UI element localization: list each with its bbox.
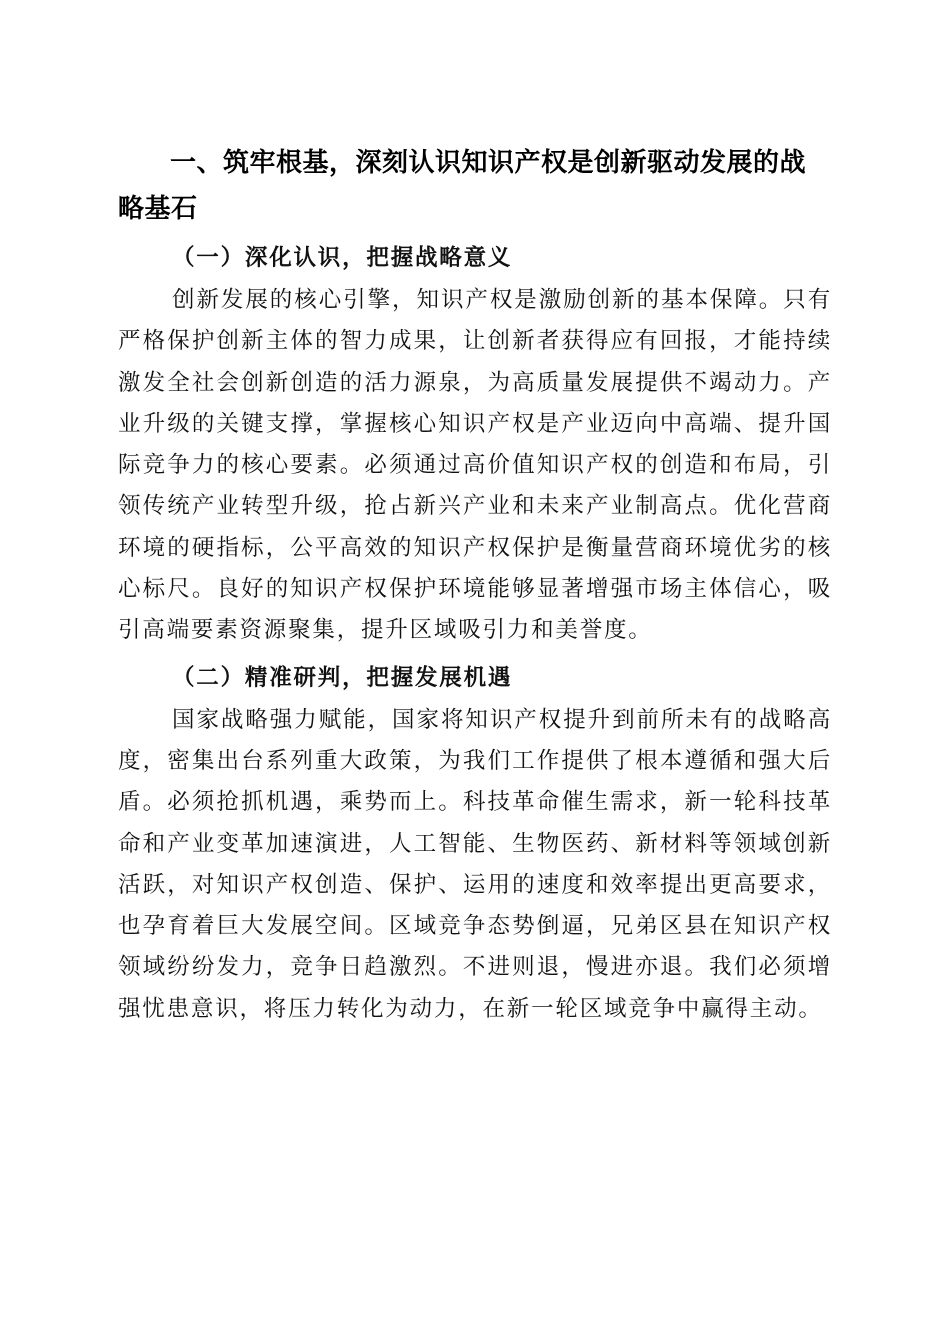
subsection-heading-1: （一）深化认识，把握战略意义 [172,245,513,271]
body-paragraph-1: 创新发展的核心引擎，知识产权是激励创新的基本保障。只有严格保护创新主体的智力成果，让创新者获得应有回报，才能持续激发全社会创新创造的活力源泉，为高质量发展提供不竭动力。产业升级的关键支撑，掌握核心知识产权是产业迈向中高端、提升国际竞争力的核心要素。必须通过高价值知识产权的创造和布局，引领传统产业转型升级，抢占新兴产业和未来产业制高点。优化营商环境的硬指标，公平高效的知识产权保护是衡量营商环境优劣的核心标尺。良好的知识产权保护环境能够显著增强市场主体信心，吸引高端要素资源聚集，提升区域吸引力和美誉度。 [118,287,832,644]
subsection-heading-2: （二）精准研判，把握发展机遇 [172,664,513,691]
body-paragraph-2: 国家战略强力赋能，国家将知识产权提升到前所未有的战略高度，密集出台系列重大政策，为我们工作提供了根本遵循和强大后盾。必须抢抓机遇，乘势而上。科技革命催生需求，新一轮科技革命和产业变革加速演进，人工智能、生物医药、新材料等领域创新活跃，对知识产权创造、保护、运用的速度和效率提出更高要求，也孕育着巨大发展空间。区域竞争态势倒逼，兄弟区县在知识产权领域纷纷发力，竞争日趋激烈。不进则退，慢进亦退。我们必须增强忧患意识，将压力转化为动力，在新一轮区域竞争中赢得主动。 [118,706,832,1022]
section-heading: 一、筑牢根基，深刻认识知识产权是创新驱动发展的战略基石 [118,148,807,224]
document-body [118,140,832,1030]
